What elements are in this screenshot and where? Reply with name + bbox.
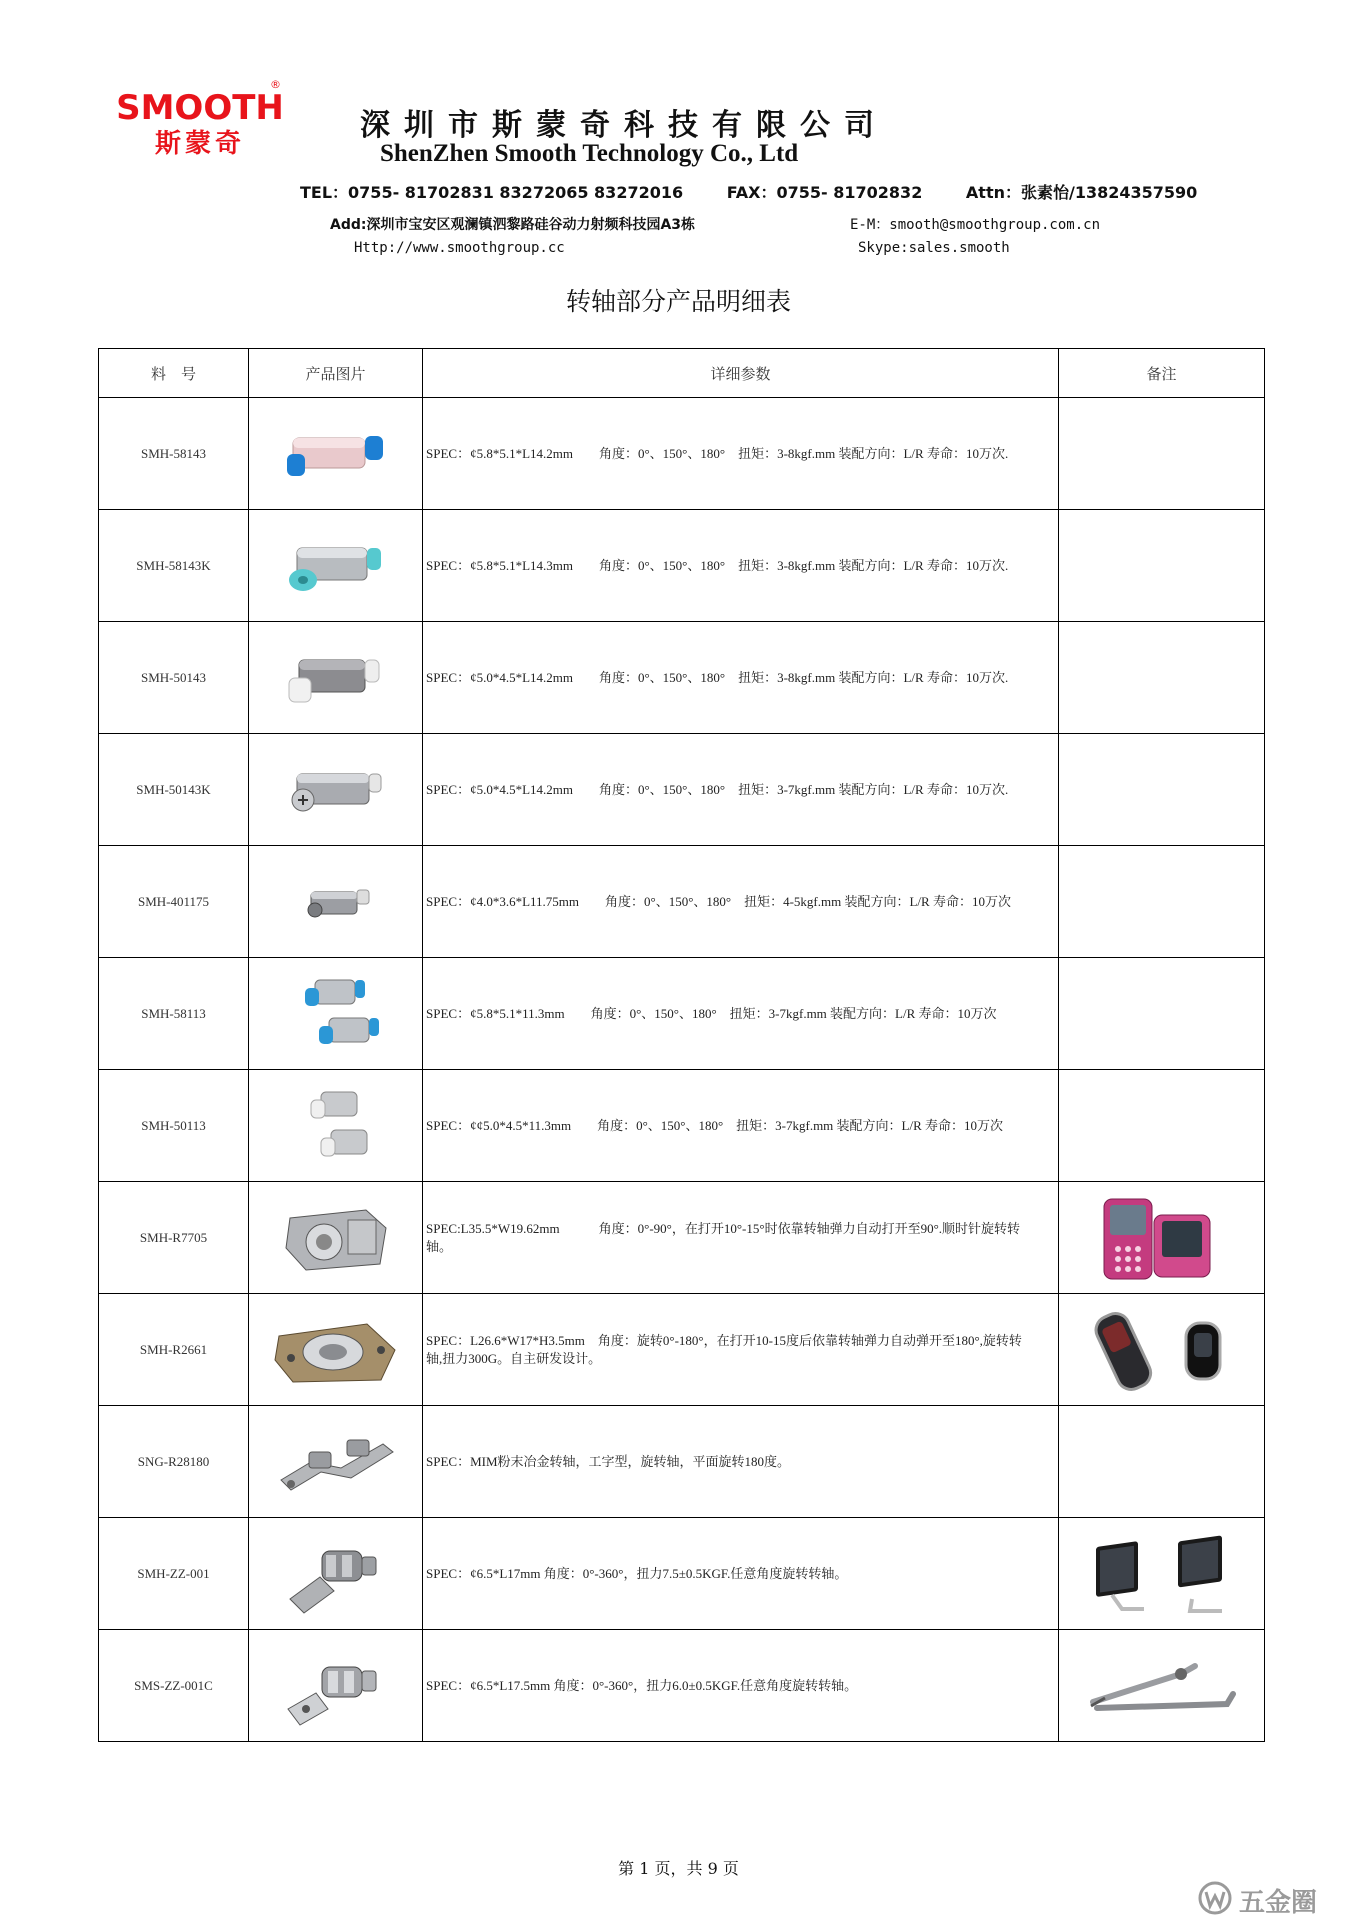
- part-code: SMH-58143: [99, 398, 249, 510]
- spec-text: SPEC：¢5.8*5.1*L14.2mm 角度：0°、150°、180° 扭矩：3-8kgf.mm 装配方向：L/R 寿命：10万次.: [423, 398, 1059, 510]
- note-cell: [1059, 1294, 1265, 1406]
- note-cell: [1059, 1406, 1265, 1518]
- product-image: [249, 1182, 423, 1294]
- hinge-pair-blue-image: [281, 974, 391, 1054]
- hinge-pink-blue-image: [281, 424, 391, 484]
- arm-stand-image: [1077, 1646, 1247, 1726]
- product-image: [249, 1294, 423, 1406]
- swivel-plate-image: [271, 1310, 401, 1390]
- product-image: [249, 1070, 423, 1182]
- product-image: [249, 734, 423, 846]
- watermark-text: 五金圈: [1239, 1888, 1318, 1918]
- spec-text: SPEC：¢¢5.0*4.5*11.3mm 角度：0°、150°、180° 扭矩：3-7kgf.mm 装配方向：L/R 寿命：10万次: [423, 1070, 1059, 1182]
- rotary-plate-image: [276, 1198, 396, 1278]
- tablet-stand-image: [1082, 1529, 1242, 1619]
- email: E-M：smooth@smoothgroup.com.cn: [850, 217, 1101, 233]
- table-row: [99, 1182, 1265, 1294]
- spec-text: SPEC：¢6.5*L17.5mm 角度：0°-360°，扭力6.0±0.5KGF.任意角度旋转转轴。: [423, 1630, 1059, 1742]
- part-code: SMH-58143K: [99, 510, 249, 622]
- spec-text: SPEC：¢5.0*4.5*L14.2mm 角度：0°、150°、180° 扭矩：3-8kgf.mm 装配方向：L/R 寿命：10万次.: [423, 622, 1059, 734]
- hinge-silver-image: [281, 760, 391, 820]
- table-row: [99, 846, 1265, 958]
- hinge-gray-white-image: [281, 648, 391, 708]
- hinge-small-image: [281, 872, 391, 932]
- table-row: [99, 1518, 1265, 1630]
- table-row: [99, 622, 1265, 734]
- table-row: [99, 1406, 1265, 1518]
- watermark-logo: [1195, 1880, 1345, 1916]
- pink-slider-phone-image: [1082, 1193, 1242, 1283]
- skype: Skype:sales.smooth: [858, 240, 1010, 256]
- part-code: SMH-50143K: [99, 734, 249, 846]
- document-title: 转轴部分产品明细表: [565, 287, 791, 316]
- spec-text: SPEC：MIM粉末冶金转轴，工字型，旋转轴，平面旋转180度。: [423, 1406, 1059, 1518]
- product-image: [249, 1630, 423, 1742]
- fax: FAX：0755- 81702832: [726, 183, 923, 202]
- note-cell: [1059, 398, 1265, 510]
- hinge-pair-white-image: [281, 1086, 391, 1166]
- spec-text: SPEC：¢4.0*3.6*L11.75mm 角度：0°、150°、180° 扭矩：4-5kgf.mm 装配方向：L/R 寿命：10万次: [423, 846, 1059, 958]
- swivel-phone-image: [1082, 1305, 1242, 1395]
- attn: Attn：张素怡/13824357590: [965, 183, 1198, 202]
- table-row: [99, 1630, 1265, 1742]
- note-cell: [1059, 1518, 1265, 1630]
- barrel-hinge-image: [276, 1529, 396, 1619]
- table-header-row: [99, 349, 1265, 398]
- note-cell: [1059, 1182, 1265, 1294]
- spec-text: SPEC：¢6.5*L17mm 角度：0°-360°，扭力7.5±0.5KGF.任意角度旋转转轴。: [423, 1518, 1059, 1630]
- part-code: SMH-R2661: [99, 1294, 249, 1406]
- logo-text-en: SMOOTH: [116, 88, 284, 128]
- part-code: SNG-R28180: [99, 1406, 249, 1518]
- part-code: SMH-401175: [99, 846, 249, 958]
- table-row: [99, 398, 1265, 510]
- product-table: [98, 348, 1265, 1742]
- table-row: [99, 1070, 1265, 1182]
- watermark-icon: [1195, 1880, 1235, 1916]
- registered-mark: ®: [270, 78, 281, 91]
- tel: TEL：0755- 81702831 83272065 83272016: [300, 183, 684, 202]
- table-row: [99, 958, 1265, 1070]
- col-header-note: 备注: [1059, 349, 1265, 398]
- product-image: [249, 846, 423, 958]
- spec-text: SPEC：¢5.8*5.1*L14.3mm 角度：0°、150°、180° 扭矩：3-8kgf.mm 装配方向：L/R 寿命：10万次.: [423, 510, 1059, 622]
- part-code: SMS-ZZ-001C: [99, 1630, 249, 1742]
- part-code: SMH-50143: [99, 622, 249, 734]
- spec-text: SPEC：¢5.8*5.1*11.3mm 角度：0°、150°、180° 扭矩：3-7kgf.mm 装配方向：L/R 寿命：10万次: [423, 958, 1059, 1070]
- part-code: SMH-R7705: [99, 1182, 249, 1294]
- spec-text: SPEC：¢5.0*4.5*L14.2mm 角度：0°、150°、180° 扭矩：3-7kgf.mm 装配方向：L/R 寿命：10万次.: [423, 734, 1059, 846]
- table-row: [99, 734, 1265, 846]
- part-code: SMH-ZZ-001: [99, 1518, 249, 1630]
- company-name-en: ShenZhen Smooth Technology Co., Ltd: [380, 140, 799, 167]
- table-row: [99, 510, 1265, 622]
- mim-hinge-image: [271, 1422, 401, 1502]
- col-header-spec: 详细参数: [423, 349, 1059, 398]
- table-row: [99, 1294, 1265, 1406]
- product-image: [249, 1406, 423, 1518]
- page-number: 第 1 页，共 9 页: [618, 1859, 739, 1878]
- logo-text-cn: 斯蒙奇: [154, 129, 245, 159]
- note-cell: [1059, 510, 1265, 622]
- product-image: [249, 958, 423, 1070]
- product-image: [249, 1518, 423, 1630]
- company-name-cn: 深圳市斯蒙奇科技有限公司: [360, 108, 888, 143]
- col-header-code: 料 号: [99, 349, 249, 398]
- note-cell: [1059, 958, 1265, 1070]
- company-logo: [100, 78, 300, 162]
- contact-line: [300, 180, 1235, 203]
- hinge-steel-cyan-image: [281, 536, 391, 596]
- col-header-image: 产品图片: [249, 349, 423, 398]
- note-cell: [1059, 1070, 1265, 1182]
- spec-text: SPEC：L26.6*W17*H3.5mm 角度：旋转0°-180°，在打开10-15度后依靠转轴弹力自动弹开至180°,旋转转轴,扭力300G。自主研发设计。: [423, 1294, 1059, 1406]
- note-cell: [1059, 1630, 1265, 1742]
- note-cell: [1059, 622, 1265, 734]
- address: Add:深圳市宝安区观澜镇泗黎路硅谷动力射频科技园A3栋: [330, 217, 696, 233]
- note-cell: [1059, 734, 1265, 846]
- product-image: [249, 398, 423, 510]
- product-image: [249, 622, 423, 734]
- note-cell: [1059, 846, 1265, 958]
- spec-text: SPEC:L35.5*W19.62mm 角度：0°-90°，在打开10°-15°时依靠转轴弹力自动打开至90°.顺时针旋转转轴。: [423, 1182, 1059, 1294]
- website: Http://www.smoothgroup.cc: [354, 240, 565, 256]
- product-image: [249, 510, 423, 622]
- barrel-hinge-tab-image: [276, 1641, 396, 1731]
- part-code: SMH-50113: [99, 1070, 249, 1182]
- part-code: SMH-58113: [99, 958, 249, 1070]
